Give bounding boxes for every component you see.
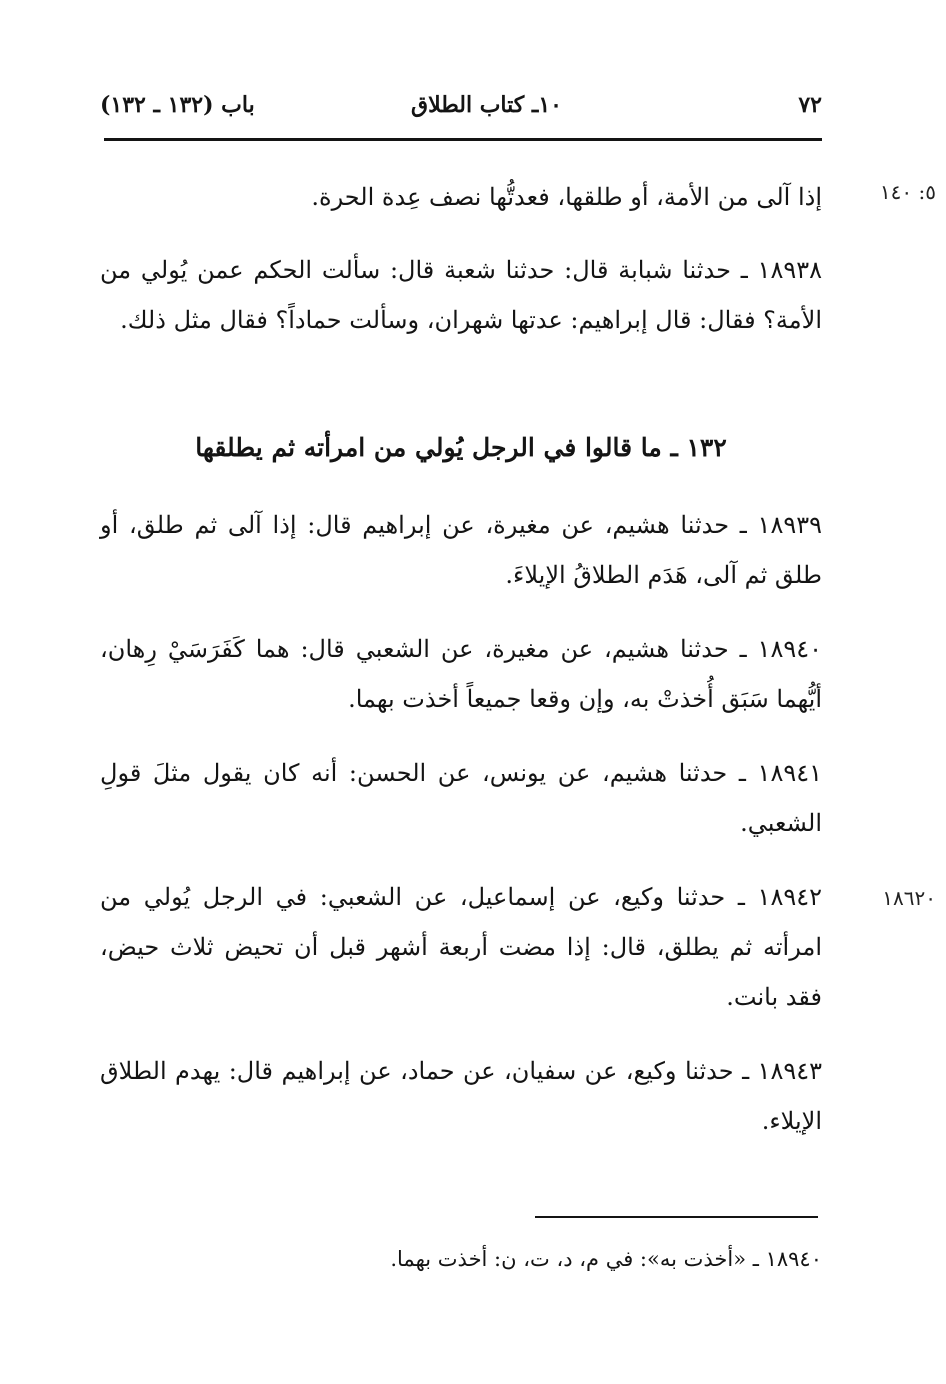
paragraph-18943: ١٨٩٤٣ ـ حدثنا وكيع، عن سفيان، عن حماد، عن إبراهيم قال: يهدم الطلاق الإيلاء. [100,1057,822,1135]
paragraph-18938: ١٨٩٣٨ ـ حدثنا شبابة قال: حدثنا شعبة قال: سألت الحكم عمن يُولي من الأمة؟ فقال: قال إبراهيم: عدتها شهران، وسألت حماداً؟ فقال مثل ذلك. [100,256,822,334]
paragraph-18940: ١٨٩٤٠ ـ حدثنا هشيم، عن مغيرة، عن الشعبي قال: هما كَفَرَسَيْ رِهان، أيُّهما سَبَق أُخذتْ به، وإن وقعا جميعاً أخذت بهما. [100,635,822,713]
footnote-rule [535,1216,818,1218]
paragraph-18942: ١٨٩٤٢ ـ حدثنا وكيع، عن إسماعيل، عن الشعبي: في الرجل يُولي من امرأته ثم يطلق، قال: إذا مضت أربعة أشهر قبل أن تحيض ثلاث حيض، فقد بانت. [100,883,822,1011]
paragraph-18941: ١٨٩٤١ ـ حدثنا هشيم، عن يونس، عن الحسن: أنه كان يقول مثلَ قولِ الشعبي. [100,759,822,837]
section-heading: ١٣٢ ـ ما قالوا في الرجل يُولي من امرأته ثم يطلقها [195,433,727,462]
footnote: ١٨٩٤٠ ـ «أخذت به»: في م، د، ت، ن: أخذت بهما. [390,1247,822,1271]
page-number: ٧٢ [798,92,822,118]
chapter-range: باب (١٣٢ ـ ١٣٢) [100,92,255,118]
page-header [100,92,822,132]
margin-note-reference: ٥: ١٤٠ [879,180,936,204]
paragraph-18939: ١٨٩٣٩ ـ حدثنا هشيم، عن مغيرة، عن إبراهيم قال: إذا آلى ثم طلق، أو طلق ثم آلى، هَدَم الطلاقُ الإيلاءَ. [100,511,822,589]
header-rule [104,138,822,141]
book-title: ١٠ـ كتاب الطلاق [411,92,562,118]
margin-note-reference: ١٨٦٢٠ [882,886,936,910]
paragraph-intro: إذا آلى من الأمة، أو طلقها، فعدتُّها نصف عِدة الحرة. [311,183,822,211]
